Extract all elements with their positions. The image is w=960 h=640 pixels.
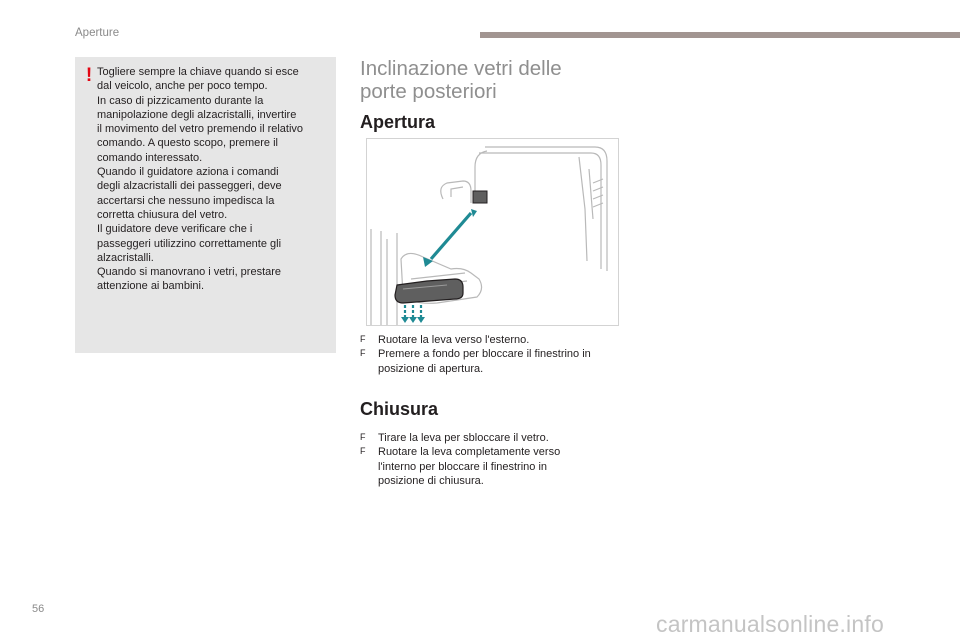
- pointer-icon: F: [360, 432, 366, 442]
- closing-heading: Chiusura: [360, 399, 439, 419]
- step-text: posizione di apertura.: [378, 362, 484, 375]
- step-text: Tirare la leva per sbloccare il vetro.: [378, 432, 549, 444]
- warning-line: Il guidatore deve verificare che i: [97, 223, 253, 236]
- warning-line: manipolazione degli alzacristalli, invertire: [97, 108, 297, 121]
- pointer-icon: F: [360, 446, 366, 457]
- header-bar: [480, 32, 960, 38]
- page-number: 56: [32, 603, 45, 615]
- warning-line: Togliere sempre la chiave quando si esce: [97, 66, 299, 78]
- warning-line: alzacristalli.: [97, 251, 154, 264]
- step-text: Ruotare la leva completamente verso: [378, 446, 561, 459]
- pointer-icon: F: [360, 348, 366, 359]
- warning-box: [75, 57, 336, 353]
- list-item: [360, 333, 650, 347]
- warning-line: passeggeri utilizzino correttamente gli: [97, 237, 282, 250]
- warning-line: comando interessato.: [97, 151, 203, 164]
- list-item: [360, 347, 650, 376]
- closing-steps: [360, 431, 650, 488]
- step-text: Premere a fondo per bloccare il finestrino in: [378, 348, 591, 361]
- exclamation-icon: !: [85, 65, 93, 86]
- page-title-line: Inclinazione vetri delle: [360, 57, 562, 80]
- warning-line: Quando il guidatore aziona i comandi: [97, 166, 279, 179]
- warning-line: comando. A questo scopo, premere il: [97, 137, 278, 150]
- page-title-line: porte posteriori: [360, 80, 497, 103]
- warning-line: degli alzacristalli dei passeggeri, deve: [97, 180, 282, 193]
- step-text: posizione di chiusura.: [378, 474, 484, 487]
- pointer-icon: F: [360, 334, 366, 344]
- warning-line: il movimento del vetro premendo il relativo: [97, 123, 304, 136]
- warning-text: [97, 65, 333, 294]
- watermark: carmanualsonline.info: [656, 611, 884, 637]
- warning-line: attenzione ai bambini.: [97, 280, 205, 293]
- window-latch-drawing: [367, 139, 618, 325]
- warning-line: corretta chiusura del vetro.: [97, 208, 228, 221]
- warning-line: dal veicolo, anche per poco tempo.: [97, 80, 268, 93]
- list-item: [360, 431, 650, 445]
- warning-line: In caso di pizzicamento durante la: [97, 94, 264, 107]
- opening-steps: [360, 333, 650, 376]
- window-latch-illustration: [366, 138, 619, 326]
- step-text: Ruotare la leva verso l'esterno.: [378, 334, 530, 346]
- warning-line: accertarsi che nessuno impedisca la: [97, 194, 275, 207]
- list-item: [360, 445, 650, 488]
- step-text: l'interno per bloccare il finestrino in: [378, 460, 548, 473]
- warning-line: Quando si manovrano i vetri, prestare: [97, 266, 282, 279]
- section-header: Aperture: [75, 27, 120, 39]
- page-title: [360, 57, 562, 103]
- opening-heading: Apertura: [360, 112, 436, 132]
